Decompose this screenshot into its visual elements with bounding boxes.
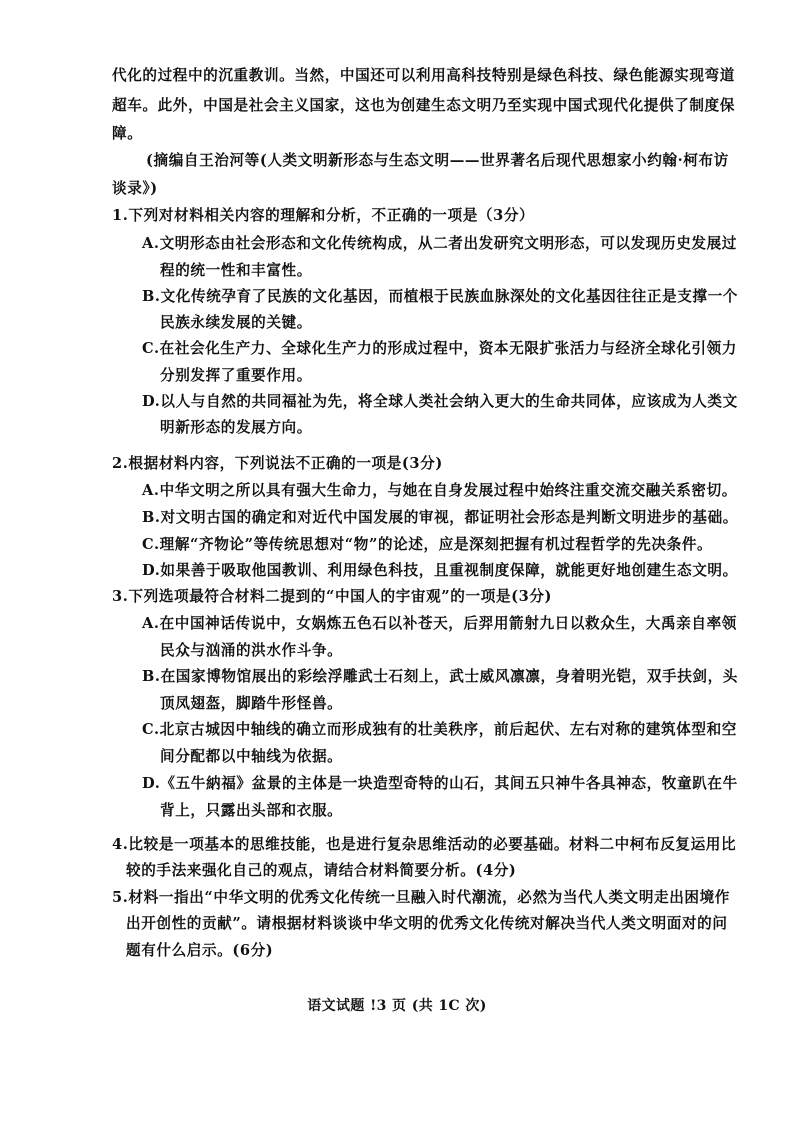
intro-line: 超车。此外，中国是社会主义国家，这也为创建生态文明乃至实现中国式现代化提供了制度保 [112, 97, 735, 114]
q1-option-b: B.文化传统孕育了民族的文化基因，而植根于民族血脉深处的文化基因往往正是支撑一个 [142, 288, 738, 305]
citation-line: 谈录》) [112, 180, 158, 197]
intro-line: 代化的过程中的沉重教训。当然，中国还可以利用高科技特别是绿色科技、绿色能源实现弯道 [112, 67, 735, 84]
q3-option-a-cont: 民众与汹涌的洪水作斗争。 [160, 642, 343, 659]
question-1-stem: 1.下列对材料相关内容的理解和分析，不正确的一项是（3分） [112, 207, 535, 224]
q1-option-c: C.在社会化生产力、全球化生产力的形成过程中，资本无限扩张活力与经济全球化引领力 [142, 340, 738, 357]
q2-option-b: B.对文明古国的确定和对近代中国发展的审视，都证明社会形态是判断文明进步的基础。 [142, 509, 738, 526]
question-5-stem-cont: 题有什么启示。(6分) [126, 942, 274, 959]
intro-line: 障。 [112, 125, 143, 142]
q3-option-d-cont: 背上，只露出头部和衣服。 [160, 802, 343, 819]
q3-option-c: C.北京古城因中轴线的确立而形成独有的壮美秩序，前后起伏、左右对称的建筑体型和空 [142, 721, 738, 738]
q2-option-c: C.理解“齐物论”等传统思想对“物”的论述，应是深刻把握有机过程哲学的先决条件。 [142, 536, 713, 553]
q3-option-b-cont: 顶凤翅盔，脚踏牛形怪兽。 [160, 695, 343, 712]
q1-option-d-cont: 明新形态的发展方向。 [160, 419, 312, 436]
q2-option-d: D.如果善于吸取他国教训、利用绿色科技，且重视制度保障，就能更好地创建生态文明。 [142, 562, 738, 579]
q1-option-c-cont: 分别发挥了重要作用。 [160, 367, 312, 384]
q3-option-b: B.在国家博物馆展出的彩绘浮雕武士石刻上，武士威风凛凛，身着明光铠，双手扶剑，头 [142, 668, 738, 685]
q3-option-c-cont: 间分配都以中轴线为依据。 [160, 748, 343, 765]
question-3-stem: 3.下列选项最符合材料二提到的“中国人的宇宙观”的一项是(3分) [112, 588, 553, 605]
q1-option-d: D.以人与自然的共同福祉为先，将全球人类社会纳入更大的生命共同体，应该成为人类文 [142, 393, 738, 410]
question-5-stem: 5.材料一指出“中华文明的优秀文化传统一旦融入时代潮流，必然为当代人类文明走出困境作 [112, 889, 730, 906]
q1-option-b-cont: 民族永续发展的关键。 [160, 314, 312, 331]
question-2-stem: 2.根据材料内容，下列说法不正确的一项是(3分) [112, 455, 443, 472]
q2-option-a: A.中华文明之所以具有强大生命力，与她在自身发展过程中始终注重交流交融关系密切。 [142, 482, 737, 499]
question-5-stem-cont: 出开创性的贡献”。请根据材料谈谈中华文明的优秀文化传统对解决当代人类文明面对的问 [126, 915, 728, 932]
question-4-stem: 4.比较是一项基本的思维技能，也是进行复杂思维活动的必要基础。材料二中柯布反复运用比 [112, 836, 737, 853]
q3-option-a: A.在中国神话传说中，女娲炼五色石以补苍天，后羿用箭射九日以救众生，大禹亲自率领 [142, 615, 737, 632]
citation-line: (摘编自王治河等(人类文明新形态与生态文明——世界著名后现代思想家小约翰·柯布访 [146, 152, 729, 169]
question-4-stem-cont: 较的手法来强化自己的观点，请结合材料简要分析。(4分) [126, 862, 517, 879]
page-footer: 语文试题 !3 页 (共 1C 次) [307, 998, 487, 1014]
q3-option-d: D.《五牛納福》盆景的主体是一块造型奇特的山石，其间五只神牛各具神态，牧童趴在牛 [142, 775, 738, 792]
q1-option-a: A.文明形态由社会形态和文化传统构成，从二者出发研究文明形态，可以发现历史发展过 [142, 235, 737, 252]
q1-option-a-cont: 程的统一性和丰富性。 [160, 262, 312, 279]
